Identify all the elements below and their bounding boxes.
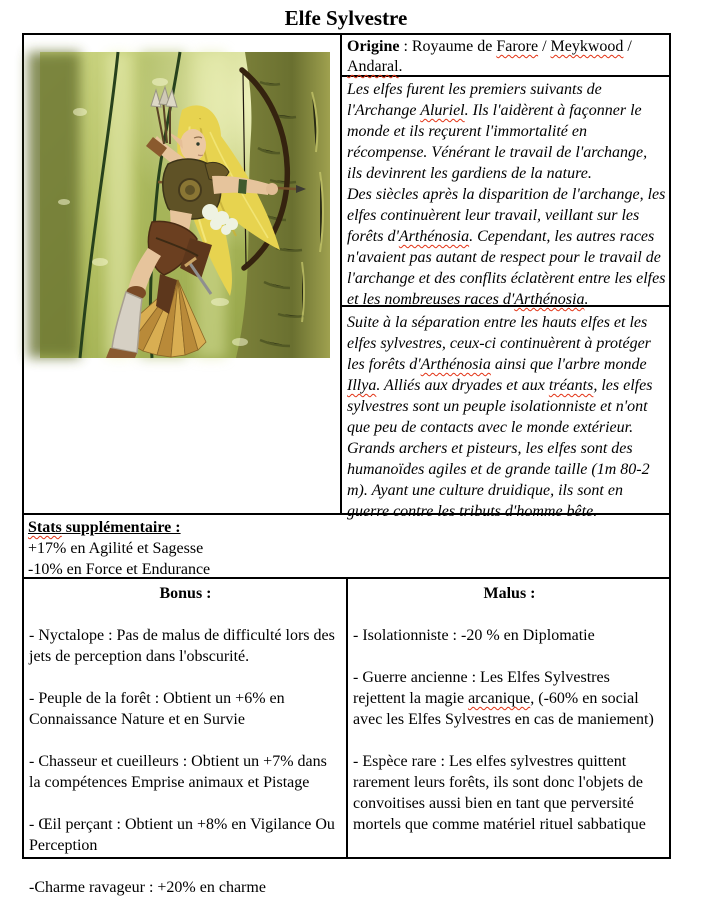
stats-cell <box>24 513 669 577</box>
race-sheet-table <box>22 33 671 896</box>
origin-value: : Royaume de Farore / Meykwood / Andaral. <box>347 38 632 75</box>
bonus-item-chasseur: - Chasseur et cueilleurs : Obtient un +7% dans la compétences Emprise animaux et Pistage <box>29 753 327 791</box>
lore-text-1a: Les elfes furent les premiers suivants de l'Archange Aluriel. Ils l'aidèrent à façonner le monde et ils reçurent l'immortalité en récompense. Vénérant le travail de l'archange, ils devinrent les gardiens de la nature. <box>347 81 648 182</box>
malus-cell <box>348 577 669 857</box>
stat-line-strength-endurance: -10% en Force et Endurance <box>28 561 211 578</box>
portrait-cell <box>24 35 342 513</box>
malus-item-espece-rare: - Espèce rare : Les elfes sylvestres quittent rarement leurs forêts, ils sont donc l'objets de convoitises aussi bien en tant que perversité mortels que comme matériel rituel sabbatique <box>353 753 646 833</box>
origin-cell <box>342 35 669 77</box>
bonus-cell <box>24 577 348 896</box>
bonus-item-oeil-percant: - Œil perçant : Obtient un +8% en Vigilance Ou Perception <box>29 816 335 854</box>
bonus-item-peuple-foret: - Peuple de la forêt : Obtient un +6% en Connaissance Nature et en Survie <box>29 690 285 728</box>
malus-item-guerre-ancienne: - Guerre ancienne : Les Elfes Sylvestres rejettent la magie arcanique, (-60% en social avec les Elfes Sylvestres en cas de maniement) <box>353 669 654 728</box>
malus-item-isolationniste: - Isolationniste : -20 % en Diplomatie <box>353 627 595 644</box>
stats-heading: Stats supplémentaire : <box>28 519 181 536</box>
lore-text-2: Suite à la séparation entre les hauts elfes et les elfes sylvestres, ceux-ci continuèrent à protéger les forêts d'Arthénosia ainsi que l'arbre monde Illya. Alliés aux dryades et aux tréants, les elfes sylvestres sont un peuple isolationniste et n'ont que peu de contacts avec le monde extérieur. Grands archers et pisteurs, les elfes sont des humanoïdes agiles et de grande taille (1m 80-2 m). Ayant une culture druidique, ils sont en guerre contre les tributs d'homme bête. <box>347 314 653 520</box>
lore-text-1b: Des siècles après la disparition de l'archange, les elfes continuèrent leur travail, veillant sur les forêts d'Arthénosia. Cependant, les autres races n'avaient pas autant de respect pour le travail de l'archange et des conflits éclatèrent entre les elfes et les nombreuses races d'Arthénosia. <box>347 186 666 308</box>
stat-line-agility-wisdom: +17% en Agilité et Sagesse <box>28 540 204 557</box>
bonus-item-charme: -Charme ravageur : +20% en charme <box>29 879 266 896</box>
origin-label: Origine <box>347 38 400 55</box>
malus-header: Malus : <box>483 585 536 602</box>
page-title: Elfe Sylvestre <box>284 6 408 30</box>
lore-paragraph-2 <box>342 307 669 520</box>
bonus-item-nyctalope: - Nyctalope : Pas de malus de difficulté lors des jets de perception dans l'obscurité. <box>29 627 335 665</box>
elf-archer-image <box>40 52 330 358</box>
bonus-header: Bonus : <box>159 585 212 602</box>
lore-paragraph-1 <box>342 77 669 307</box>
